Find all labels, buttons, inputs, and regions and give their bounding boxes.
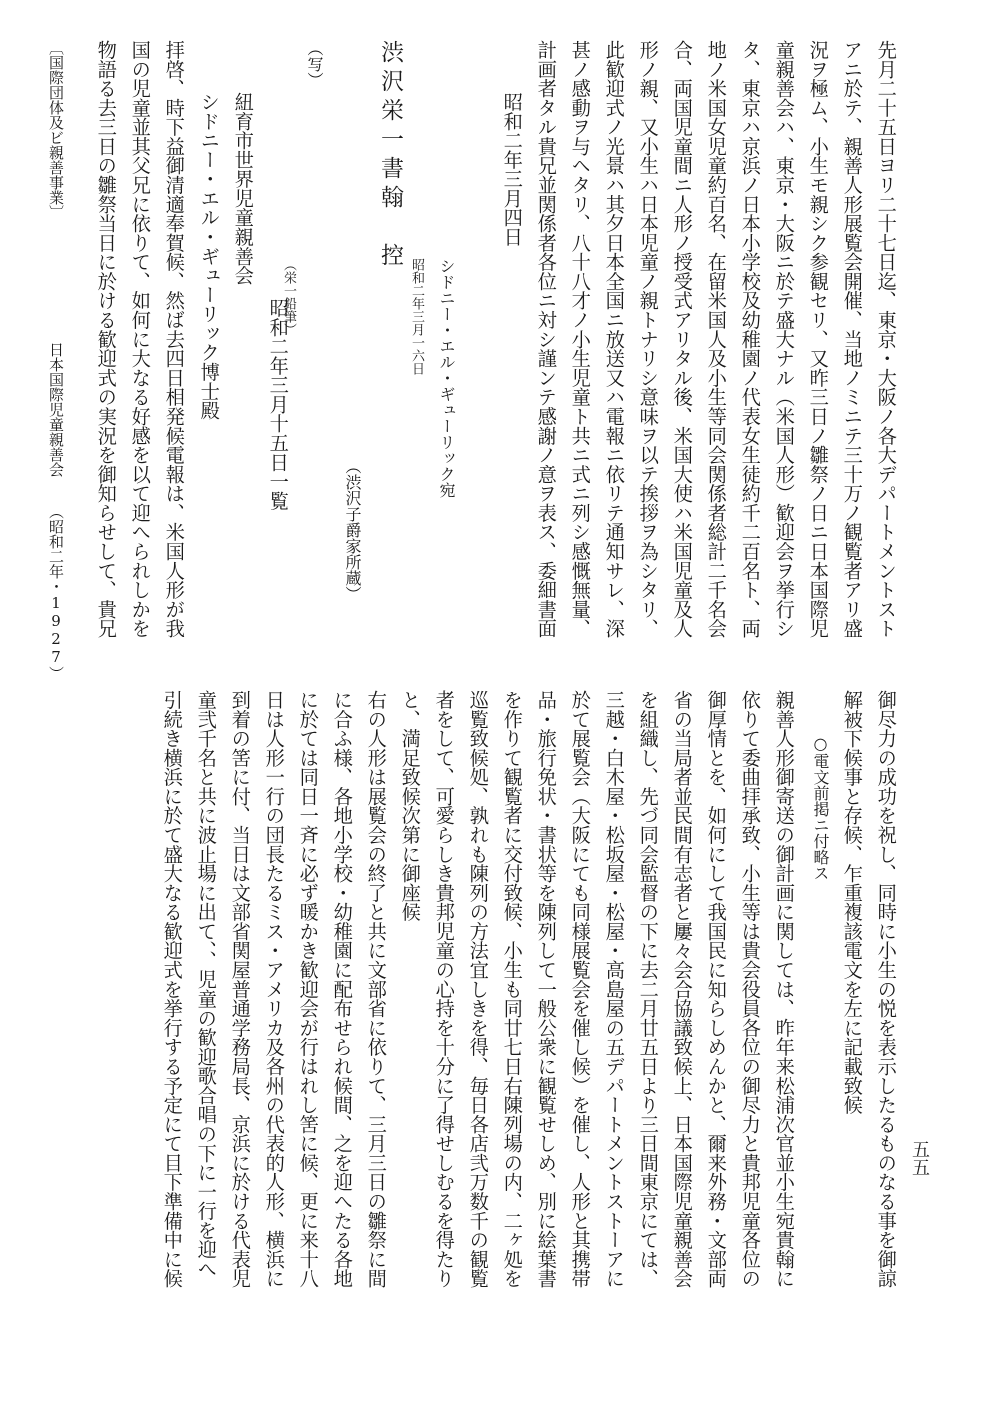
- body-line: 右の人形は展覧会の終了と共に文部省に依りて、三月三日の雛祭に間: [364, 690, 388, 1288]
- page-number: 五五: [909, 1140, 930, 1176]
- letter-line: 童親善会ハ、東京・大阪ニ於テ盛大ナル（米国人形）歓迎会ヲ挙行シ: [772, 40, 796, 638]
- body-line: を作りて観覧者に交付致候、小生も同廿七日右陳列場の内、二ヶ処を: [500, 690, 524, 1288]
- letter-line: 況ヲ極ム、小生モ親シク参観セリ、又昨三日ノ雛祭ノ日ニ日本国際児: [806, 40, 830, 638]
- letter-line: 合、両国児童間ニ人形ノ授受式アリタル後、米国大使ハ米国児童及人: [670, 40, 694, 638]
- footer-date: （昭和二年・1927）: [47, 504, 65, 681]
- body-line: 巡覧致候処、孰れも陳列の方法宜しきを得、毎日各店弐万数千の観覧: [466, 690, 490, 1288]
- letter-line: 形ノ親、又小生ハ日本児童ノ親トナリシ意味ヲ以テ挨拶ヲ為シタリ、: [636, 40, 660, 638]
- body-line: を組織し、先づ同会監督の下に去二月廿五日より三日間東京にては、: [636, 690, 660, 1288]
- body-line: 童弐千名と共に波止場に出て、、児童の歓迎歌合唱の下に一行を迎へ: [194, 690, 218, 1279]
- letter-date: 昭和二年三月四日: [500, 92, 524, 247]
- recipient-line: シドニー・エル・ギューリック宛: [437, 258, 456, 498]
- footer-section: 〔国際団体及ビ親善事業〕: [47, 40, 65, 220]
- letter-line: タ、東京ハ京浜ノ日本小学校及幼稚園ノ代表女生徒約千二百名ト、両: [738, 40, 762, 638]
- body-line: 者をして、可愛らしき貴邦児童の心持を十分に了得せしむるを得たり: [432, 690, 456, 1288]
- body-line: と、満足致候次第に御座候: [398, 690, 422, 922]
- body-line: 依りて委曲拝承致、小生等は貴会役員各位の御尽力と貴邦児童各位の: [738, 690, 762, 1288]
- body-line: 国の児童並其父兄に依りて、如何に大なる好感を以て迎へられしかを: [128, 40, 152, 638]
- pencil-note: （栄一鉛筆）: [281, 258, 296, 336]
- body-line: 日は人形一行の団長たるミス・アメリカ及各州の代表的人形、横浜に: [262, 690, 286, 1288]
- letter-line: 先月二十五日ヨリ二十七日迄、東京・大阪ノ各大デパートメントスト: [874, 40, 898, 638]
- address-name: シドニー・エル・ギューリック博士殿: [197, 92, 221, 420]
- letter-line: アニ於テ、親善人形展覧会開催、当地ノミニテ三十万ノ観覧者アリ盛: [840, 40, 864, 638]
- body-line: 三越・白木屋・松坂屋・松屋・高島屋の五デパートメントストーアに: [602, 690, 626, 1288]
- body-line: に合ふ様、各地小学校・幼稚園に配布せられ候間、之を迎へたる各地: [330, 690, 354, 1288]
- footer-organization: 日本国際児童親善会: [47, 342, 65, 477]
- body-line: 御厚情とを、如何にして我国民に知らしめんかと、爾来外務・文部両: [704, 690, 728, 1288]
- letter-line: 計画者タル貴兄並関係者各位ニ対シ謹ンテ感謝ノ意ヲ表ス、委細書面: [534, 40, 558, 638]
- body-line: 拝啓、時下益御清適奉賀候、然ば去四日相発候電報は、米国人形が我: [162, 40, 186, 638]
- address-organization: 紐育市世界児童親善会: [231, 92, 255, 285]
- body-line: 引続き横浜に於て盛大なる歓迎式を挙行する予定にて目下準備中に候: [160, 690, 184, 1288]
- letter-line: 甚ノ感動ヲ与ヘタリ、八十八才ノ小生児童ト共ニ式ニ列シ感慨無量、: [568, 40, 592, 638]
- body-line: に於ては同日一斉に必ず暖かき歓迎会が行はれし筈に候、更に来十八: [296, 690, 320, 1288]
- recipient-date: 昭和二年三月一六日: [409, 258, 424, 375]
- body-line: 於て展覧会（大阪にても同様展覧会を催し候）を催し、人形と其携帯: [568, 690, 592, 1288]
- read-date-note: 昭和二年三月十五日一覧: [266, 298, 290, 511]
- letter-line: 此歓迎式ノ光景ハ其夕日本全国ニ放送又ハ電報ニ依リテ通知サレ、深: [602, 40, 626, 638]
- letter-line: 地ノ米国女児童約百名、在留米国人及小生等同会関係者総計二千名会: [704, 40, 728, 638]
- body-line: 物語る去三日の雛祭当日に於ける歓迎式の実況を御知らせして、貴兄: [94, 40, 118, 638]
- body-line: 省の当局者並民間有志者と屢々会合協議致候上、日本国際児童親善会: [670, 690, 694, 1288]
- source-note: （渋沢子爵家所蔵）: [343, 458, 362, 602]
- copy-mark: （写）: [305, 40, 324, 88]
- document-title: 渋沢栄一書翰 控: [377, 40, 403, 272]
- body-line: 到着の筈に付、当日は文部省関屋普通学務局長、京浜に於ける代表児: [228, 690, 252, 1288]
- body-line: 御尽力の成功を祝し、同時に小生の悦を表示したるものなる事を御諒: [874, 690, 898, 1288]
- body-line: 親善人形御寄送の御計画に関しては、昨年来松浦次官並小生宛貴翰に: [772, 690, 796, 1288]
- body-line: 解被下候事と存候、乍重複該電文を左に記載致候: [840, 690, 864, 1115]
- telegram-note: ○電文前掲ニ付略ス: [811, 734, 830, 881]
- body-line: 品・旅行免状・書状等を陳列して一般公衆に観覧せしめ、別に絵葉書: [534, 690, 558, 1288]
